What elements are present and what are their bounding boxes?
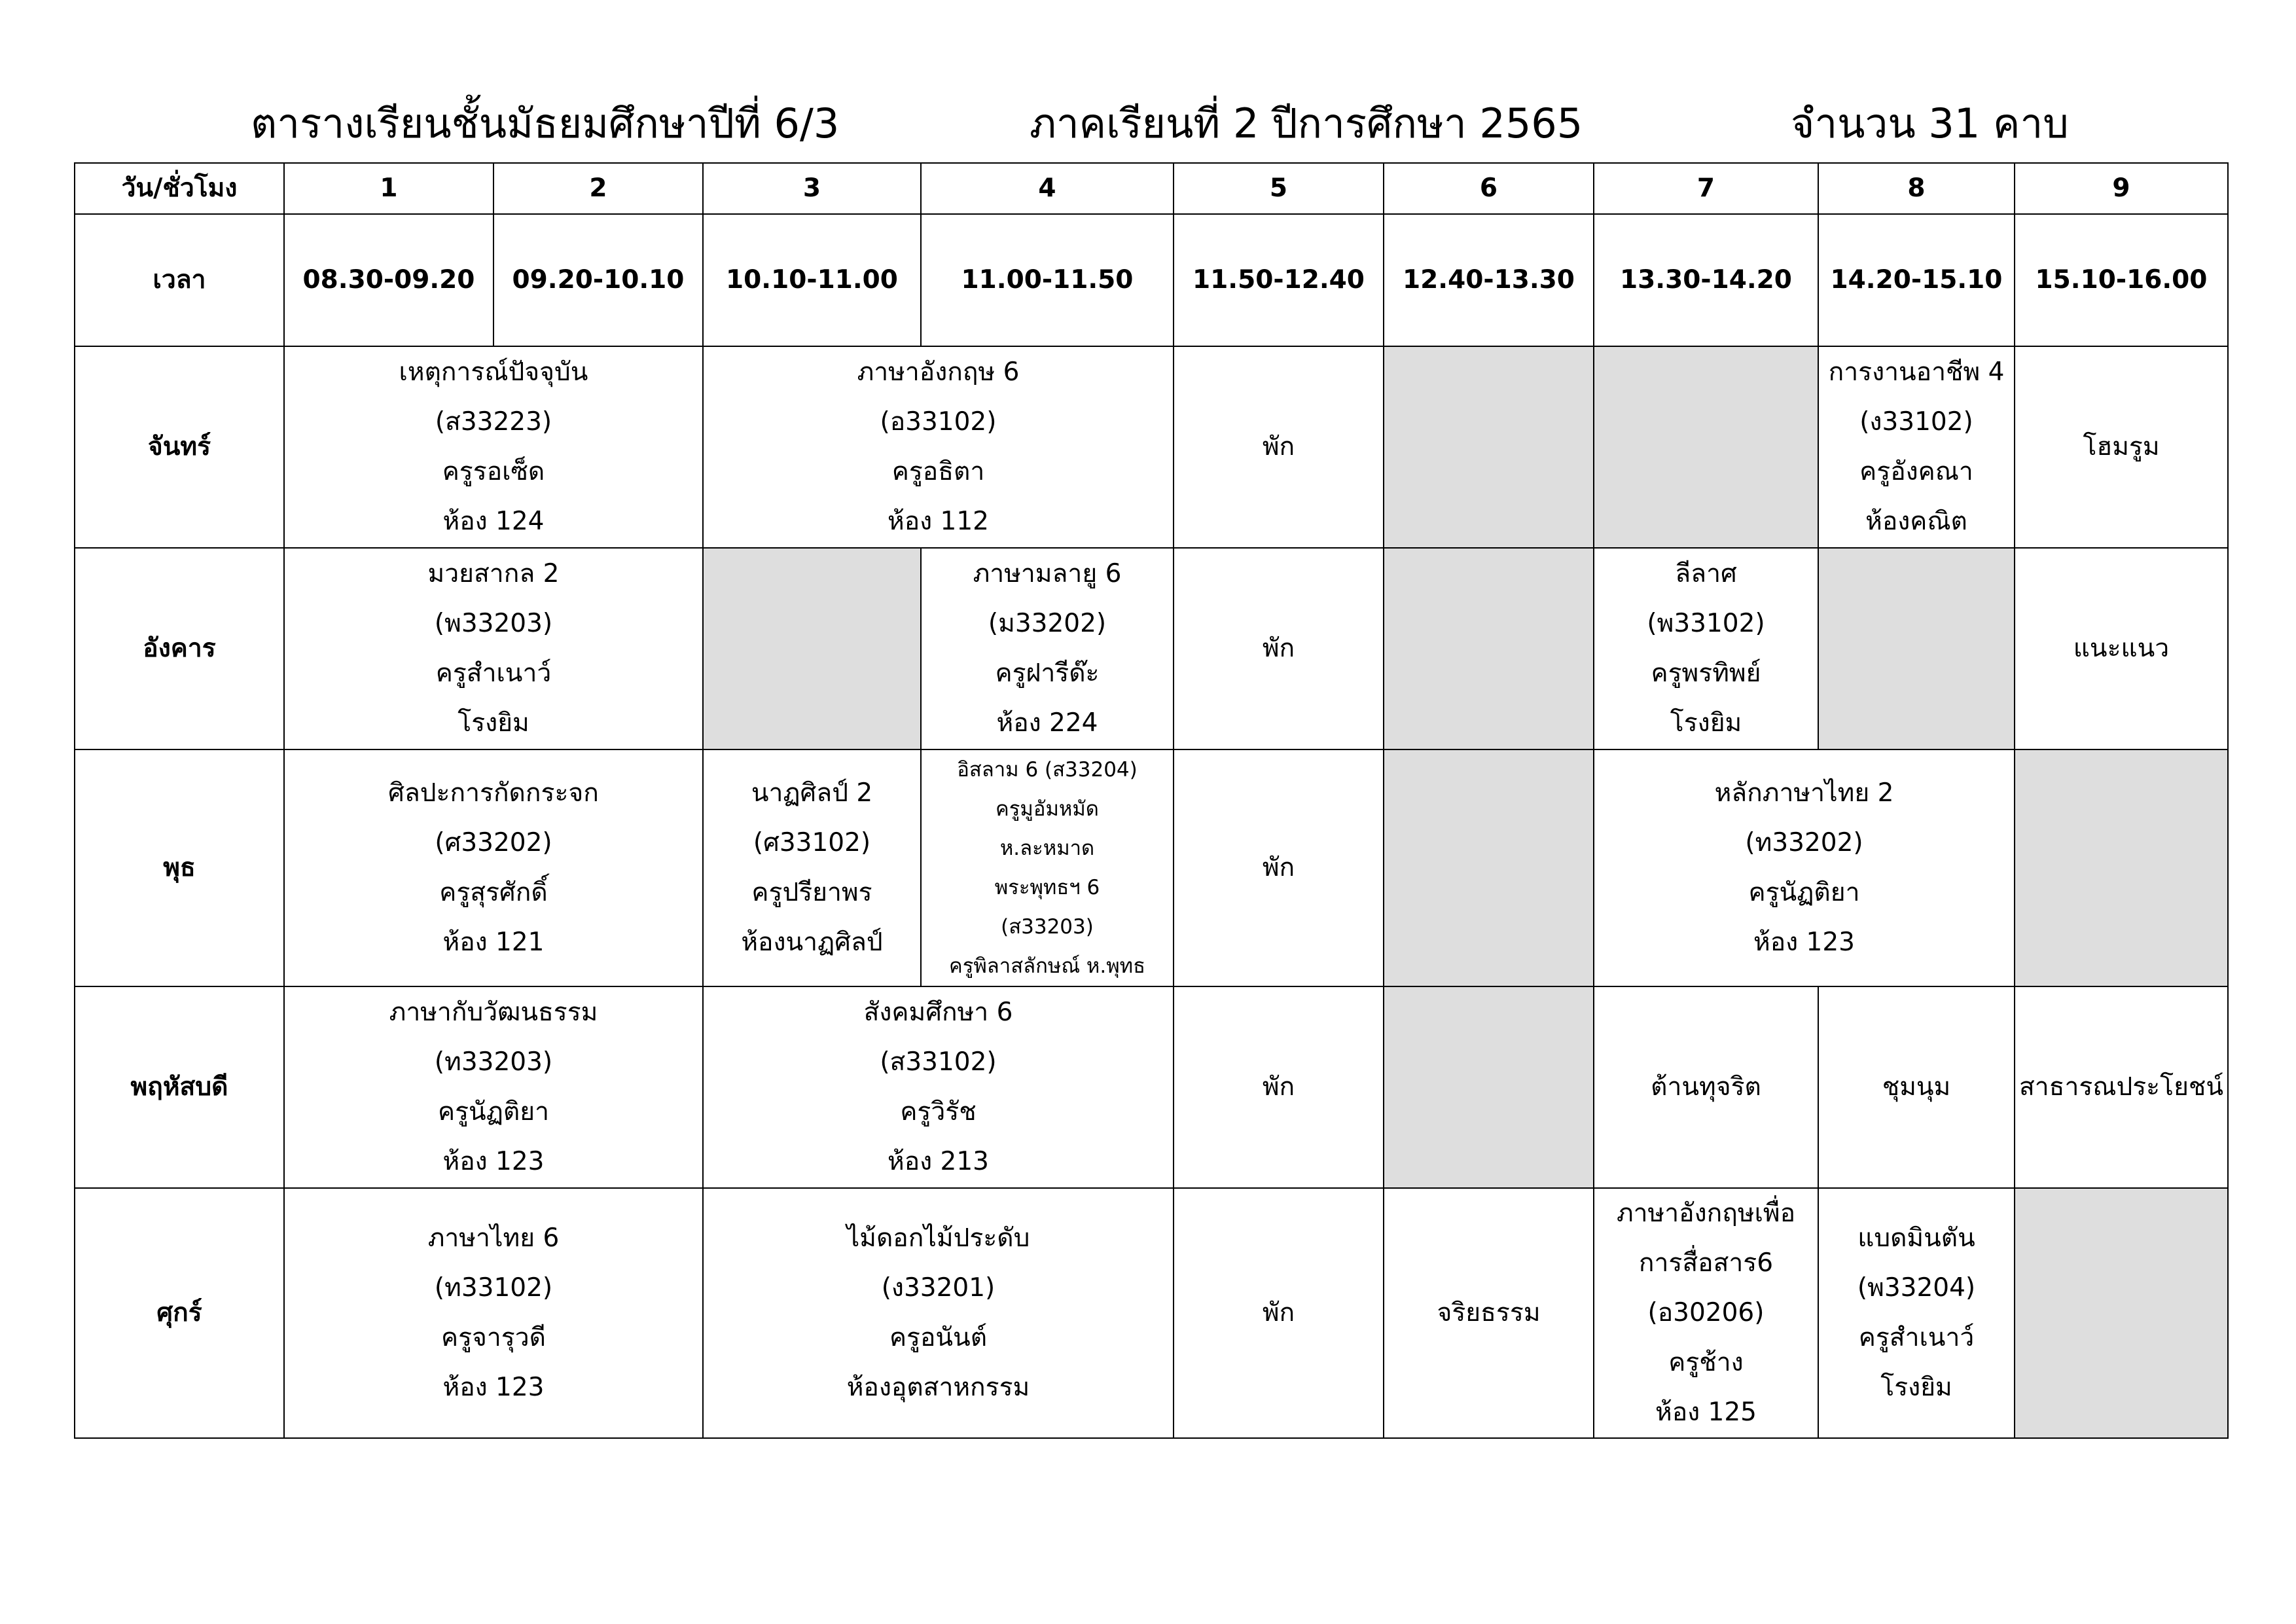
day-row-monday [75, 346, 2228, 548]
empty-cell [2015, 1188, 2228, 1438]
room-name: ห้องอุตสาหกรรม [846, 1373, 1030, 1402]
room-name: ห้อง 123 [442, 1373, 545, 1402]
activity-cell: ต้านทุจริต [1594, 986, 1818, 1188]
class-cell [1818, 1188, 2015, 1438]
period-number: 9 [2015, 163, 2228, 214]
break-cell: พัก [1174, 749, 1384, 986]
page-title: ตารางเรียนชั้นมัธยมศึกษาปีที่ 6/3 [251, 99, 840, 147]
subject-name: ภาษาอังกฤษเพื่อ [1616, 1199, 1796, 1228]
class-cell [703, 986, 1174, 1188]
period-number: 6 [1384, 163, 1594, 214]
empty-cell [1384, 749, 1594, 986]
subject-code: (ส33102) [880, 1047, 997, 1077]
time-label: เวลา [75, 214, 284, 346]
subject-code: (ท33202) [1745, 828, 1863, 857]
period-number: 4 [921, 163, 1174, 214]
subject-code: (ง33102) [1859, 407, 1973, 437]
subject-name: ภาษามลายู 6 [973, 559, 1122, 588]
subject-name: ภาษาไทย 6 [427, 1223, 560, 1253]
teacher-name: ครูมูอัมหมัด [996, 797, 1099, 821]
break-cell: พัก [1174, 1188, 1384, 1438]
break-cell: พัก [1174, 346, 1384, 548]
subject-code: (ท33203) [434, 1047, 553, 1077]
teacher-name: ครูอธิตา [891, 457, 985, 486]
subject-name: พระพุทธฯ 6 [994, 876, 1100, 899]
time-slot: 11.00-11.50 [921, 214, 1174, 346]
teacher-name: ครูวิรัช [900, 1097, 977, 1127]
break-cell: พัก [1174, 986, 1384, 1188]
teacher-name: ครูอังคณา [1859, 457, 1973, 486]
room-name: ห้อง 112 [887, 507, 989, 536]
page-header [74, 84, 2227, 156]
room-name: ห้อง 213 [887, 1147, 989, 1176]
teacher-name: ครูรอเซ็ด [442, 457, 545, 486]
period-header-row [75, 163, 2228, 214]
activity-cell: สาธารณประโยชน์ [2015, 986, 2228, 1188]
time-slot: 14.20-15.10 [1818, 214, 2015, 346]
subject-name: ศิลปะการกัดกระจก [388, 778, 599, 808]
subject-code: (ท33102) [434, 1273, 553, 1303]
subject-code: (ส33223) [435, 407, 552, 437]
subject-name: การสื่อสาร6 [1638, 1248, 1774, 1278]
room-name: ห้อง 224 [996, 708, 1098, 738]
class-cell [284, 1188, 703, 1438]
subject-code: (พ33102) [1647, 609, 1765, 638]
subject-code: (ส33203) [1001, 915, 1094, 939]
subject-name: มวยสากล 2 [427, 559, 560, 588]
teacher-name: ครูอนันต์ [889, 1323, 988, 1352]
room-name: ห้อง 123 [1753, 928, 1855, 957]
subject-code: (พ33204) [1857, 1273, 1976, 1303]
room-name: ห้อง 123 [442, 1147, 545, 1176]
class-cell [284, 548, 703, 749]
subject-code: (ม33202) [988, 609, 1107, 638]
class-cell [703, 749, 921, 986]
class-cell [921, 749, 1174, 986]
schedule-table [74, 162, 2229, 1439]
empty-cell [1384, 346, 1594, 548]
subject-code: (ศ33102) [753, 828, 871, 857]
period-count: จำนวน 31 คาบ [1791, 99, 2069, 147]
subject-code: (ง33201) [881, 1273, 996, 1303]
period-number: 1 [284, 163, 493, 214]
day-label: พุธ [75, 749, 284, 986]
subject-name: สังคมศึกษา 6 [863, 998, 1013, 1027]
subject-code: (อ33102) [880, 407, 997, 437]
class-cell [284, 346, 703, 548]
term-label: ภาคเรียนที่ 2 ปีการศึกษา 2565 [1030, 99, 1583, 147]
room-name: ห้อง 124 [442, 507, 545, 536]
time-slot: 09.20-10.10 [493, 214, 703, 346]
room-name: ห้อง 125 [1655, 1398, 1757, 1427]
activity-cell: โฮมรูม [2015, 346, 2228, 548]
subject-code: (อ30206) [1647, 1298, 1765, 1327]
subject-code: (พ33203) [434, 609, 553, 638]
teacher-name: ครูช้าง [1668, 1348, 1744, 1377]
teacher-name: ครูสำเนาว์ [435, 659, 552, 688]
time-slot: 13.30-14.20 [1594, 214, 1818, 346]
empty-cell [1384, 986, 1594, 1188]
day-row-friday [75, 1188, 2228, 1438]
subject-name: เหตุการณ์ปัจจุบัน [399, 357, 588, 387]
teacher-name: ครูฝารีด๊ะ [995, 659, 1100, 688]
corner-cell: วัน/ชั่วโมง [75, 163, 284, 214]
period-number: 3 [703, 163, 921, 214]
class-cell [921, 548, 1174, 749]
room-name: ห้องคณิต [1865, 507, 1967, 536]
teacher-name: ครูพิลาสลักษณ์ ห.พุทธ [948, 954, 1146, 978]
break-cell: พัก [1174, 548, 1384, 749]
subject-name: ภาษากับวัฒนธรรม [389, 998, 598, 1027]
empty-cell [1594, 346, 1818, 548]
room-name: ห.ละหมาด [999, 837, 1095, 860]
day-row-tuesday [75, 548, 2228, 749]
time-slot: 10.10-11.00 [703, 214, 921, 346]
class-cell [703, 1188, 1174, 1438]
activity-cell: ชุมนุม [1818, 986, 2015, 1188]
subject-name: ไม้ดอกไม้ประดับ [846, 1223, 1030, 1253]
teacher-name: ครูสุรศักดิ์ [439, 878, 548, 907]
day-label: ศุกร์ [75, 1188, 284, 1438]
teacher-name: ครูนัฏติยา [1748, 878, 1860, 907]
activity-cell: จริยธรรม [1384, 1188, 1594, 1438]
empty-cell [703, 548, 921, 749]
subject-name: ภาษาอังกฤษ 6 [857, 357, 1020, 387]
class-cell [1594, 1188, 1818, 1438]
day-label: อังคาร [75, 548, 284, 749]
subject-name: หลักภาษาไทย 2 [1714, 778, 1894, 808]
time-slot: 12.40-13.30 [1384, 214, 1594, 346]
class-cell [1818, 346, 2015, 548]
subject-code: (ศ33202) [435, 828, 552, 857]
class-cell [284, 749, 703, 986]
teacher-name: ครูนัฏติยา [438, 1097, 549, 1127]
room-name: ห้อง 121 [442, 928, 545, 957]
day-row-thursday [75, 986, 2228, 1188]
time-slot: 11.50-12.40 [1174, 214, 1384, 346]
activity-cell: แนะแนว [2015, 548, 2228, 749]
time-row [75, 214, 2228, 346]
class-cell [1594, 749, 2015, 986]
day-row-wednesday [75, 749, 2228, 986]
period-number: 8 [1818, 163, 2015, 214]
room-name: โรงยิม [1670, 708, 1742, 738]
subject-name: การงานอาชีพ 4 [1828, 357, 2005, 387]
subject-name: นาฏศิลป์ 2 [751, 778, 873, 808]
empty-cell [2015, 749, 2228, 986]
day-label: พฤหัสบดี [75, 986, 284, 1188]
time-slot: 08.30-09.20 [284, 214, 493, 346]
day-label: จันทร์ [75, 346, 284, 548]
teacher-name: ครูพรทิพย์ [1651, 659, 1761, 688]
class-cell [1594, 548, 1818, 749]
subject-name: ลีลาศ [1675, 559, 1737, 588]
subject-name: แบดมินตัน [1857, 1223, 1975, 1253]
time-slot: 15.10-16.00 [2015, 214, 2228, 346]
period-number: 7 [1594, 163, 1818, 214]
class-cell [703, 346, 1174, 548]
teacher-name: ครูสำเนาว์ [1858, 1323, 1975, 1352]
teacher-name: ครูจารุวดี [441, 1323, 546, 1352]
room-name: ห้องนาฏศิลป์ [741, 928, 883, 957]
teacher-name: ครูปรียาพร [751, 878, 872, 907]
room-name: โรงยิม [457, 708, 529, 738]
period-number: 5 [1174, 163, 1384, 214]
room-name: โรงยิม [1880, 1373, 1952, 1402]
empty-cell [1384, 548, 1594, 749]
class-cell [284, 986, 703, 1188]
period-number: 2 [493, 163, 703, 214]
subject-name: อิสลาม 6 (ส33204) [957, 758, 1138, 782]
empty-cell [1818, 548, 2015, 749]
